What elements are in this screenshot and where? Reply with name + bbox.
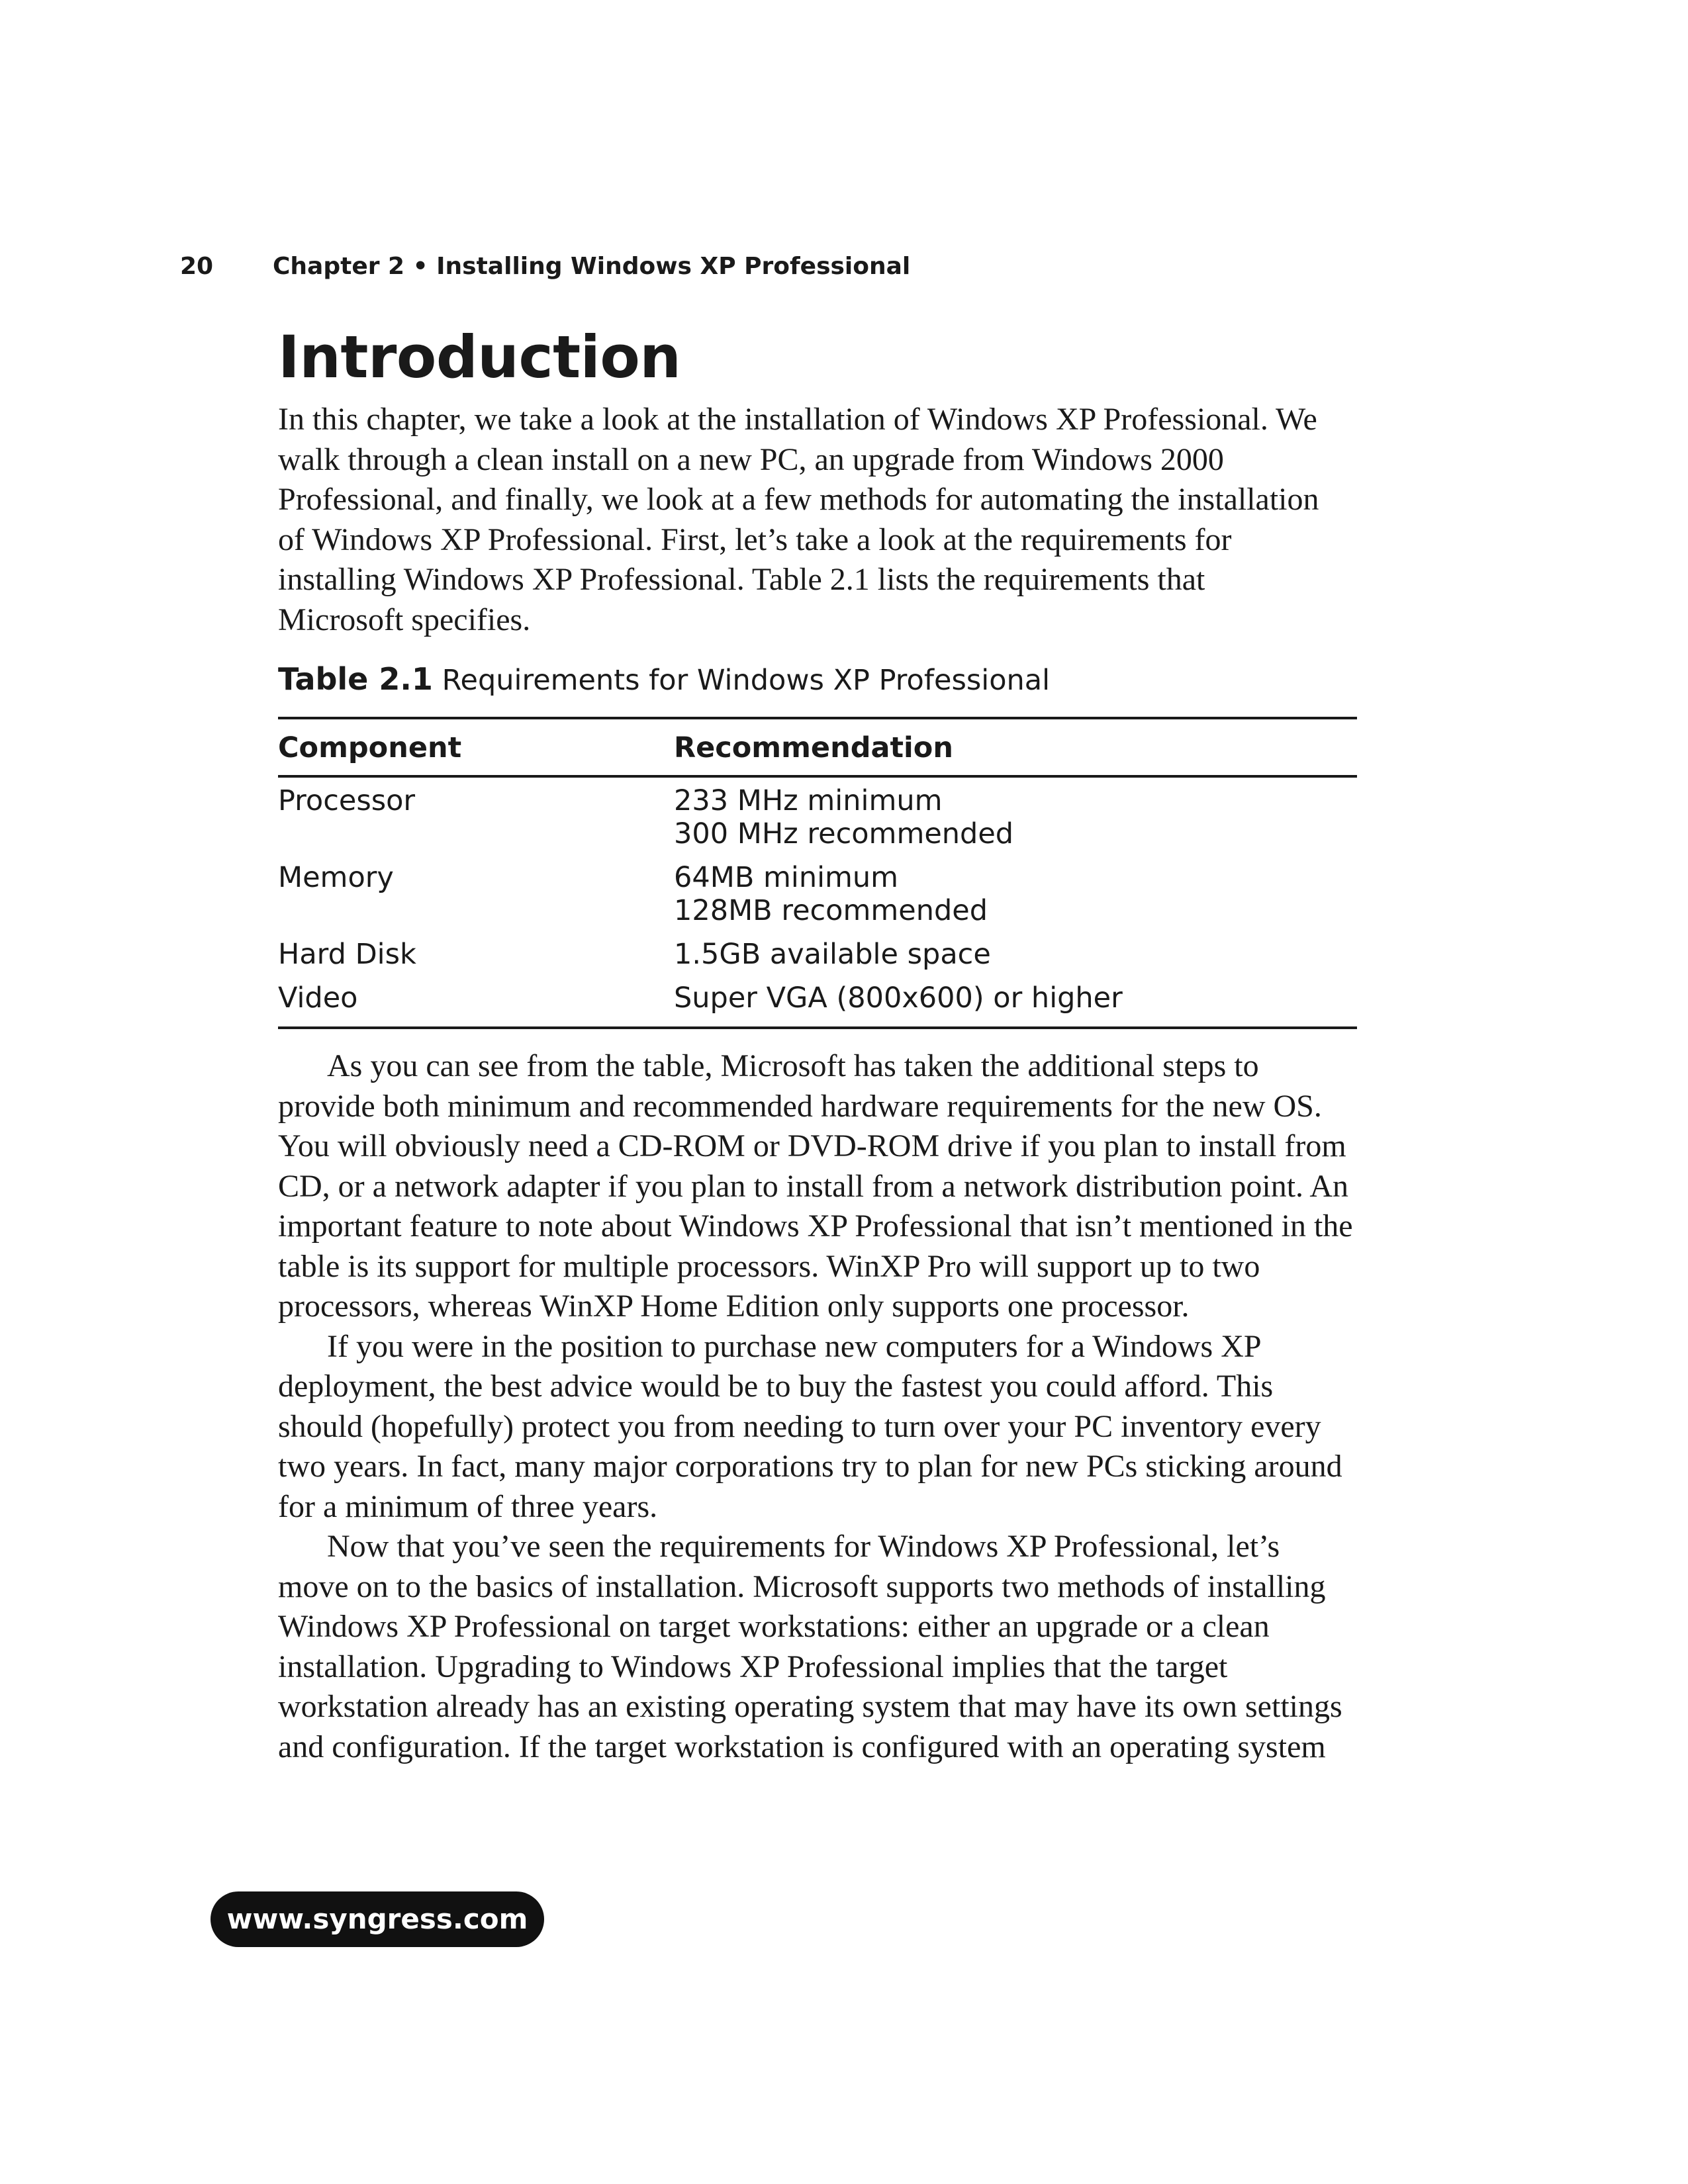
table-caption-text: Requirements for Windows XP Professional <box>442 664 1051 697</box>
cell-recommendation <box>674 861 1357 938</box>
table-caption-label: Table 2.1 <box>278 661 433 697</box>
body-paragraph: Now that you’ve seen the requirements for Windows XP Professional, let’s move on to the basics of installation. Microsoft supports two methods of installing Windows XP Professional on target workstations: either an upgrade or a clean installation. Upgrading to Windows XP Professional implies that the target workstation already has an existing operating system that may have its own settings and configuration. If the target workstation is configured with an operating system <box>278 1529 1342 1764</box>
running-header <box>180 250 1372 283</box>
table-row <box>278 776 1357 861</box>
table-header-row <box>278 718 1357 776</box>
cell-component: Memory <box>278 861 394 894</box>
cell-component: Hard Disk <box>278 938 416 971</box>
publisher-url-badge[interactable]: www.syngress.com <box>211 1891 544 1947</box>
recommendation-line: 1.5GB available space <box>674 938 991 971</box>
table-row <box>278 981 1357 1028</box>
section-heading: Introduction <box>278 323 681 391</box>
recommendation-line: 300 MHz recommended <box>674 817 1014 850</box>
column-header-component: Component <box>278 718 674 776</box>
running-title: Chapter 2 • Installing Windows XP Professional <box>273 253 911 280</box>
table-row <box>278 938 1357 981</box>
cell-recommendation <box>674 981 1357 1028</box>
recommendation-line: Super VGA (800x600) or higher <box>674 981 1123 1015</box>
cell-component: Processor <box>278 784 416 817</box>
recommendation-line: 233 MHz minimum <box>674 784 943 817</box>
cell-recommendation <box>674 776 1357 861</box>
table-caption <box>278 659 1357 701</box>
table-row <box>278 861 1357 938</box>
page-number: 20 <box>180 253 214 280</box>
cell-component: Video <box>278 981 358 1015</box>
body-paragraph: If you were in the position to purchase new computers for a Windows XP deployment, the best advice would be to buy the fastest you could afford. This should (hopefully) protect you from needing to turn over your PC inventory every two years. In fact, many major corporations try to plan for new PCs sticking around for a minimum of three years. <box>278 1328 1342 1524</box>
body-paragraph: As you can see from the table, Microsoft has taken the additional steps to provide both minimum and recommended hardware requirements for the new OS. You will obviously need a CD-ROM or DVD-ROM drive if you plan to install from CD, or a network adapter if you plan to install from a network distribution point. An important feature to note about Windows XP Professional that isn’t mentioned in the table is its support for multiple processors. WinXP Pro will support up to two processors, whereas WinXP Home Edition only supports one processor. <box>278 1048 1353 1324</box>
column-header-recommendation: Recommendation <box>674 718 1357 776</box>
cell-recommendation <box>674 938 1357 981</box>
recommendation-line: 64MB minimum <box>674 861 899 894</box>
page-content <box>278 318 1357 1767</box>
intro-paragraph: In this chapter, we take a look at the installation of Windows XP Professional. We walk through a clean install on a new PC, an upgrade from Windows 2000 Professional, and finally, we look at a few methods for automating the installation of Windows XP Professional. First, let’s take a look at the requirements for installing Windows XP Professional. Table 2.1 lists the requirements that Microsoft specifies. <box>278 402 1319 637</box>
recommendation-line: 128MB recommended <box>674 894 988 927</box>
requirements-table <box>278 717 1357 1029</box>
